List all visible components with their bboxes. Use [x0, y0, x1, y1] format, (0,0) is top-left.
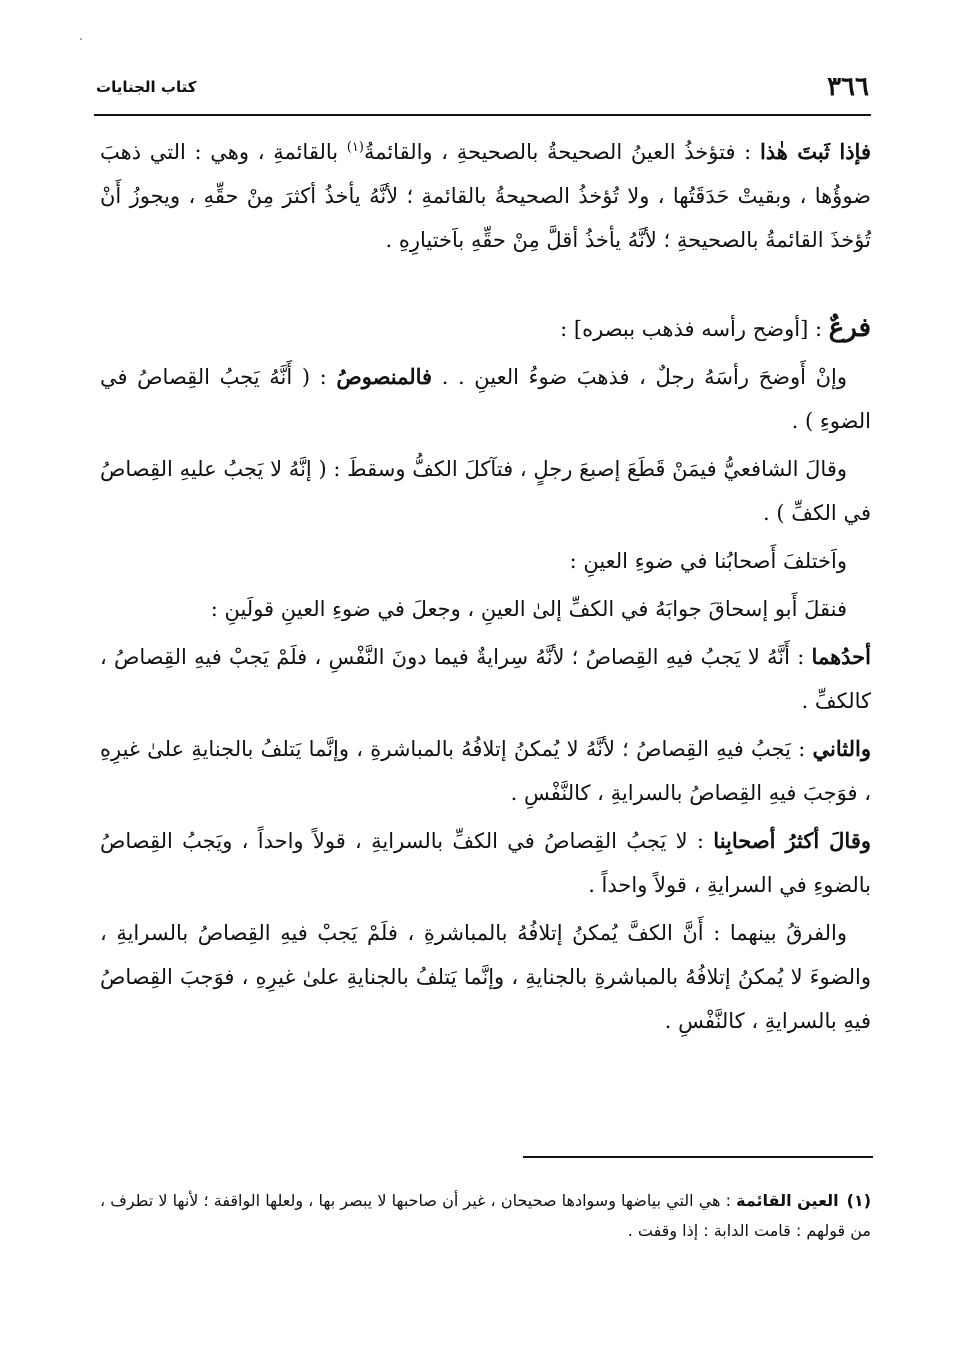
paragraph-lead: وقالَ أكثرُ أصحابِنا [713, 828, 871, 853]
running-title: كتاب الجنايات [96, 78, 197, 96]
section-heading [100, 306, 871, 351]
page-header [96, 72, 869, 108]
footnote-term: العين القائمة [736, 1191, 839, 1210]
paragraph-text: : ( أَنَّهُ يَجبُ القِصاصُ في الضوءِ ) . [100, 365, 871, 433]
paragraph-text: وقالَ الشافعيُّ فيمَنْ قَطَعَ إصبعَ رجلٍ ، فتآكلَ الكفُّ وسقطَ : ( إنَّهُ لا يَجبُ عليهِ القِصاصُ في الكفِّ ) . [100, 457, 871, 525]
footnote-reference[interactable]: (١) [346, 140, 364, 155]
paragraph-text: والفرقُ بينهما : أَنَّ الكفَّ يُمكنُ إتلافُهُ بالمباشرةِ ، فلَمْ يَجبْ فيهِ القِصاصُ بالسرايةِ ، والضوءَ لا يُمكنُ إتلافُهُ بالمباشرةِ بالجنايةِ ، وإنَّما يَتلفُ بالجنايةِ علىٰ غيرِهِ ، فوَجبَ القِصاصُ فيهِ بالسرايةِ ، كالنَّفْسِ . [100, 921, 871, 1033]
paragraph-text: واَختلفَ أَصحابُنا في ضوءِ العينِ : [569, 549, 847, 573]
paragraph-7 [100, 635, 871, 723]
paragraph-6 [100, 587, 871, 631]
footnote-text: : هي التي بياضها وسوادها صحيحان ، غير أن صاحبها لا يبصر بها ، ولعلها الواقفة ؛ لأنها لا تطرف ، من قولهم : قامت الدابة : إذا وقفت . [100, 1191, 871, 1240]
paragraph-8 [100, 727, 871, 815]
paragraph-lead: والثاني [812, 736, 871, 761]
main-text [100, 130, 871, 1043]
paragraph-9 [100, 819, 871, 907]
footnote-1 [100, 1186, 871, 1246]
paragraph-text: : يَجبُ فيهِ القِصاصُ ؛ لأنَّهُ لا يُمكنُ إتلافُهُ بالمباشرةِ ، وإنَّما يَتلفُ بالجنايةِ علىٰ غيرِهِ ، فوَجبَ فيهِ القِصاصُ بالسرايةِ ، كالنَّفْسِ . [100, 737, 871, 805]
heading-word: فرعٌ [828, 313, 871, 343]
paragraph-5 [100, 539, 871, 583]
paragraph-lead: فالمنصوصُ [336, 364, 433, 389]
paragraph-lead: أحدُهما [811, 644, 871, 669]
paragraph-text: وإنْ أَوضحَ رأسَهُ رجلٌ ، فذهبَ ضوءُ العينِ . . [432, 365, 847, 389]
paragraph-10 [100, 911, 871, 1043]
footnote-marker: (١) [846, 1191, 871, 1210]
footnote-separator [523, 1156, 873, 1158]
scan-speck [80, 38, 82, 40]
paragraph-lead: فإذا ثَبتَ هٰذا [759, 139, 871, 164]
paragraph-text: : لا يَجبُ القِصاصُ في الكفِّ بالسرايةِ ، قولاً واحداً ، ويَجبُ القِصاصُ بالضوءِ في السرايةِ ، قولاً واحداً . [100, 829, 871, 897]
paragraph-text: بالقائمةِ ، وهي : التي ذهبَ ضوؤُها ، وبقيتْ حَدَقَتُها ، ولا تُؤخذُ الصحيحةُ بالقائمةِ ؛ لأنَّهُ يأخذُ أكثرَ مِنْ حقِّهِ ، ويجوزُ أَنْ تُؤخذَ القائمةُ بالصحيحةِ ؛ لأنَّهُ يأخذُ أقلَّ مِنْ حقِّهِ باَختيارِهِ . [100, 140, 871, 252]
paragraph-text: : أَنَّهُ لا يَجبُ فيهِ القِصاصُ ؛ لأنَّهُ سِرايةٌ فيما دونَ النَّفْسِ ، فلَمْ يَجبْ فيهِ القِصاصُ ، كالكفِّ . [100, 645, 871, 713]
paragraph-text: : فتؤخذُ العينُ الصحيحةُ بالصحيحةِ ، والقائمةُ [363, 140, 760, 164]
paragraph-1 [100, 130, 871, 262]
paragraph-3 [100, 355, 871, 443]
page-number: ٣٦٦ [827, 72, 869, 102]
heading-text: : [أوضح رأسه فذهب ببصره] : [560, 317, 829, 341]
header-rule [94, 114, 871, 116]
paragraph-text: فنقلَ أَبو إسحاقَ جوابَهُ في الكفِّ إلىٰ العينِ ، وجعلَ في ضوءِ العينِ قولَينِ : [210, 597, 847, 621]
paragraph-4 [100, 447, 871, 535]
footnotes [100, 1186, 871, 1246]
